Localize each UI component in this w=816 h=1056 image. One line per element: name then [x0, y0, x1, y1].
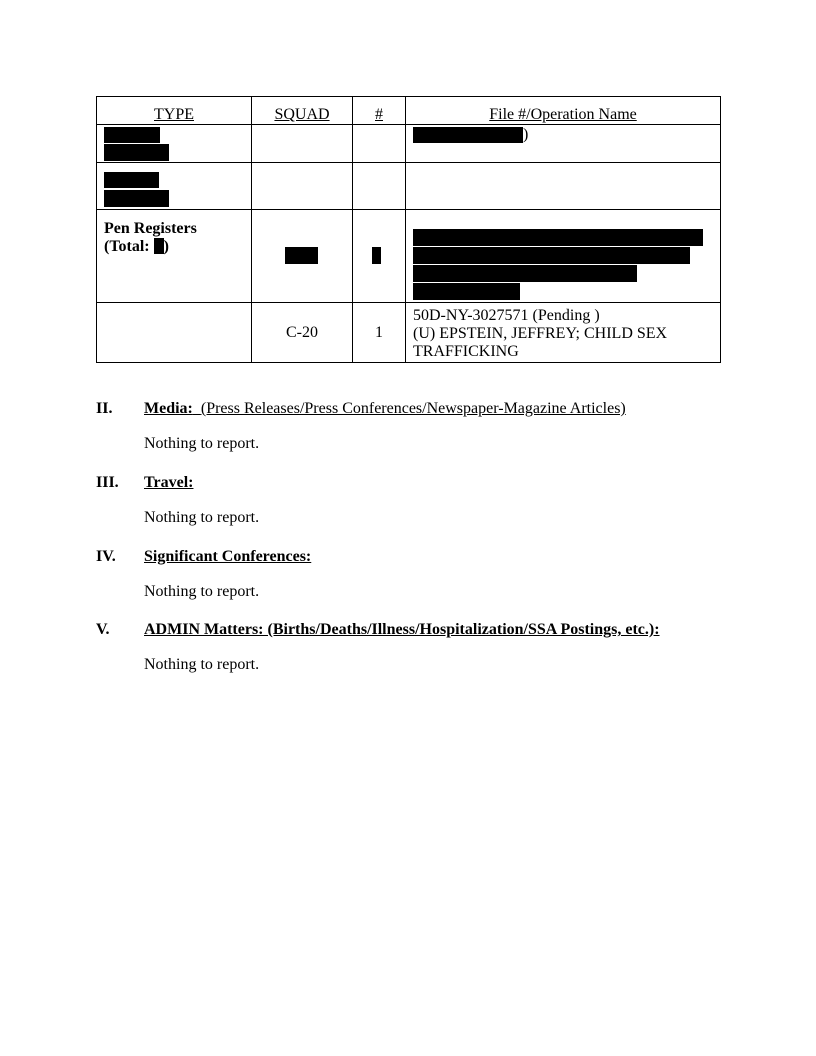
table-header-row [97, 97, 721, 125]
section-number: III. [96, 474, 119, 491]
count-value: 1 [375, 324, 383, 341]
section-number: IV. [96, 548, 116, 565]
redaction-block [104, 127, 160, 143]
activity-table [96, 96, 721, 363]
redaction-suffix: ) [523, 126, 529, 143]
table-row [97, 163, 721, 210]
total-suffix: ) [163, 238, 169, 255]
section-heading: Travel: [144, 474, 194, 491]
section-admin-matters [96, 621, 716, 681]
section-travel [96, 474, 716, 534]
section-number: V. [96, 621, 110, 638]
table-row [97, 303, 721, 363]
redaction-block [413, 127, 523, 143]
redaction-block [413, 283, 520, 300]
file-name-cell: 50D-NY-3027571 (Pending ) (U) EPSTEIN, JEFFREY; CHILD SEX TRAFFICKING [413, 307, 668, 360]
section-note: Nothing to report. [144, 509, 260, 526]
redaction-block [372, 247, 381, 264]
redaction-block [413, 265, 637, 282]
squad-value: C-20 [286, 324, 318, 341]
redaction-block [413, 247, 690, 264]
table-row [97, 125, 721, 163]
header-count: # [353, 97, 406, 125]
redaction-block [104, 172, 159, 188]
section-note: Nothing to report. [144, 656, 260, 673]
section-media [96, 400, 716, 460]
header-squad: SQUAD [252, 97, 353, 125]
section-note: Nothing to report. [144, 583, 260, 600]
table-row [97, 210, 721, 303]
section-conferences [96, 548, 716, 608]
section-number: II. [96, 400, 113, 417]
redaction-block [285, 247, 318, 264]
redaction-block [413, 229, 703, 246]
section-heading: Media: (Press Releases/Press Conferences/Newspaper-Magazine Articles) [144, 400, 626, 417]
pen-registers-label: Pen Registers (Total: ) [104, 220, 197, 255]
redaction-block [104, 144, 169, 161]
header-type: TYPE [97, 97, 252, 125]
section-note: Nothing to report. [144, 435, 260, 452]
section-heading: Significant Conferences: [144, 548, 312, 565]
total-prefix: (Total: [104, 238, 154, 255]
redaction-block [154, 238, 164, 254]
header-file-name: File #/Operation Name [406, 97, 721, 125]
section-heading: ADMIN Matters: (Births/Deaths/Illness/Hospitalization/SSA Postings, etc.): [144, 621, 660, 638]
redaction-block [104, 190, 169, 207]
